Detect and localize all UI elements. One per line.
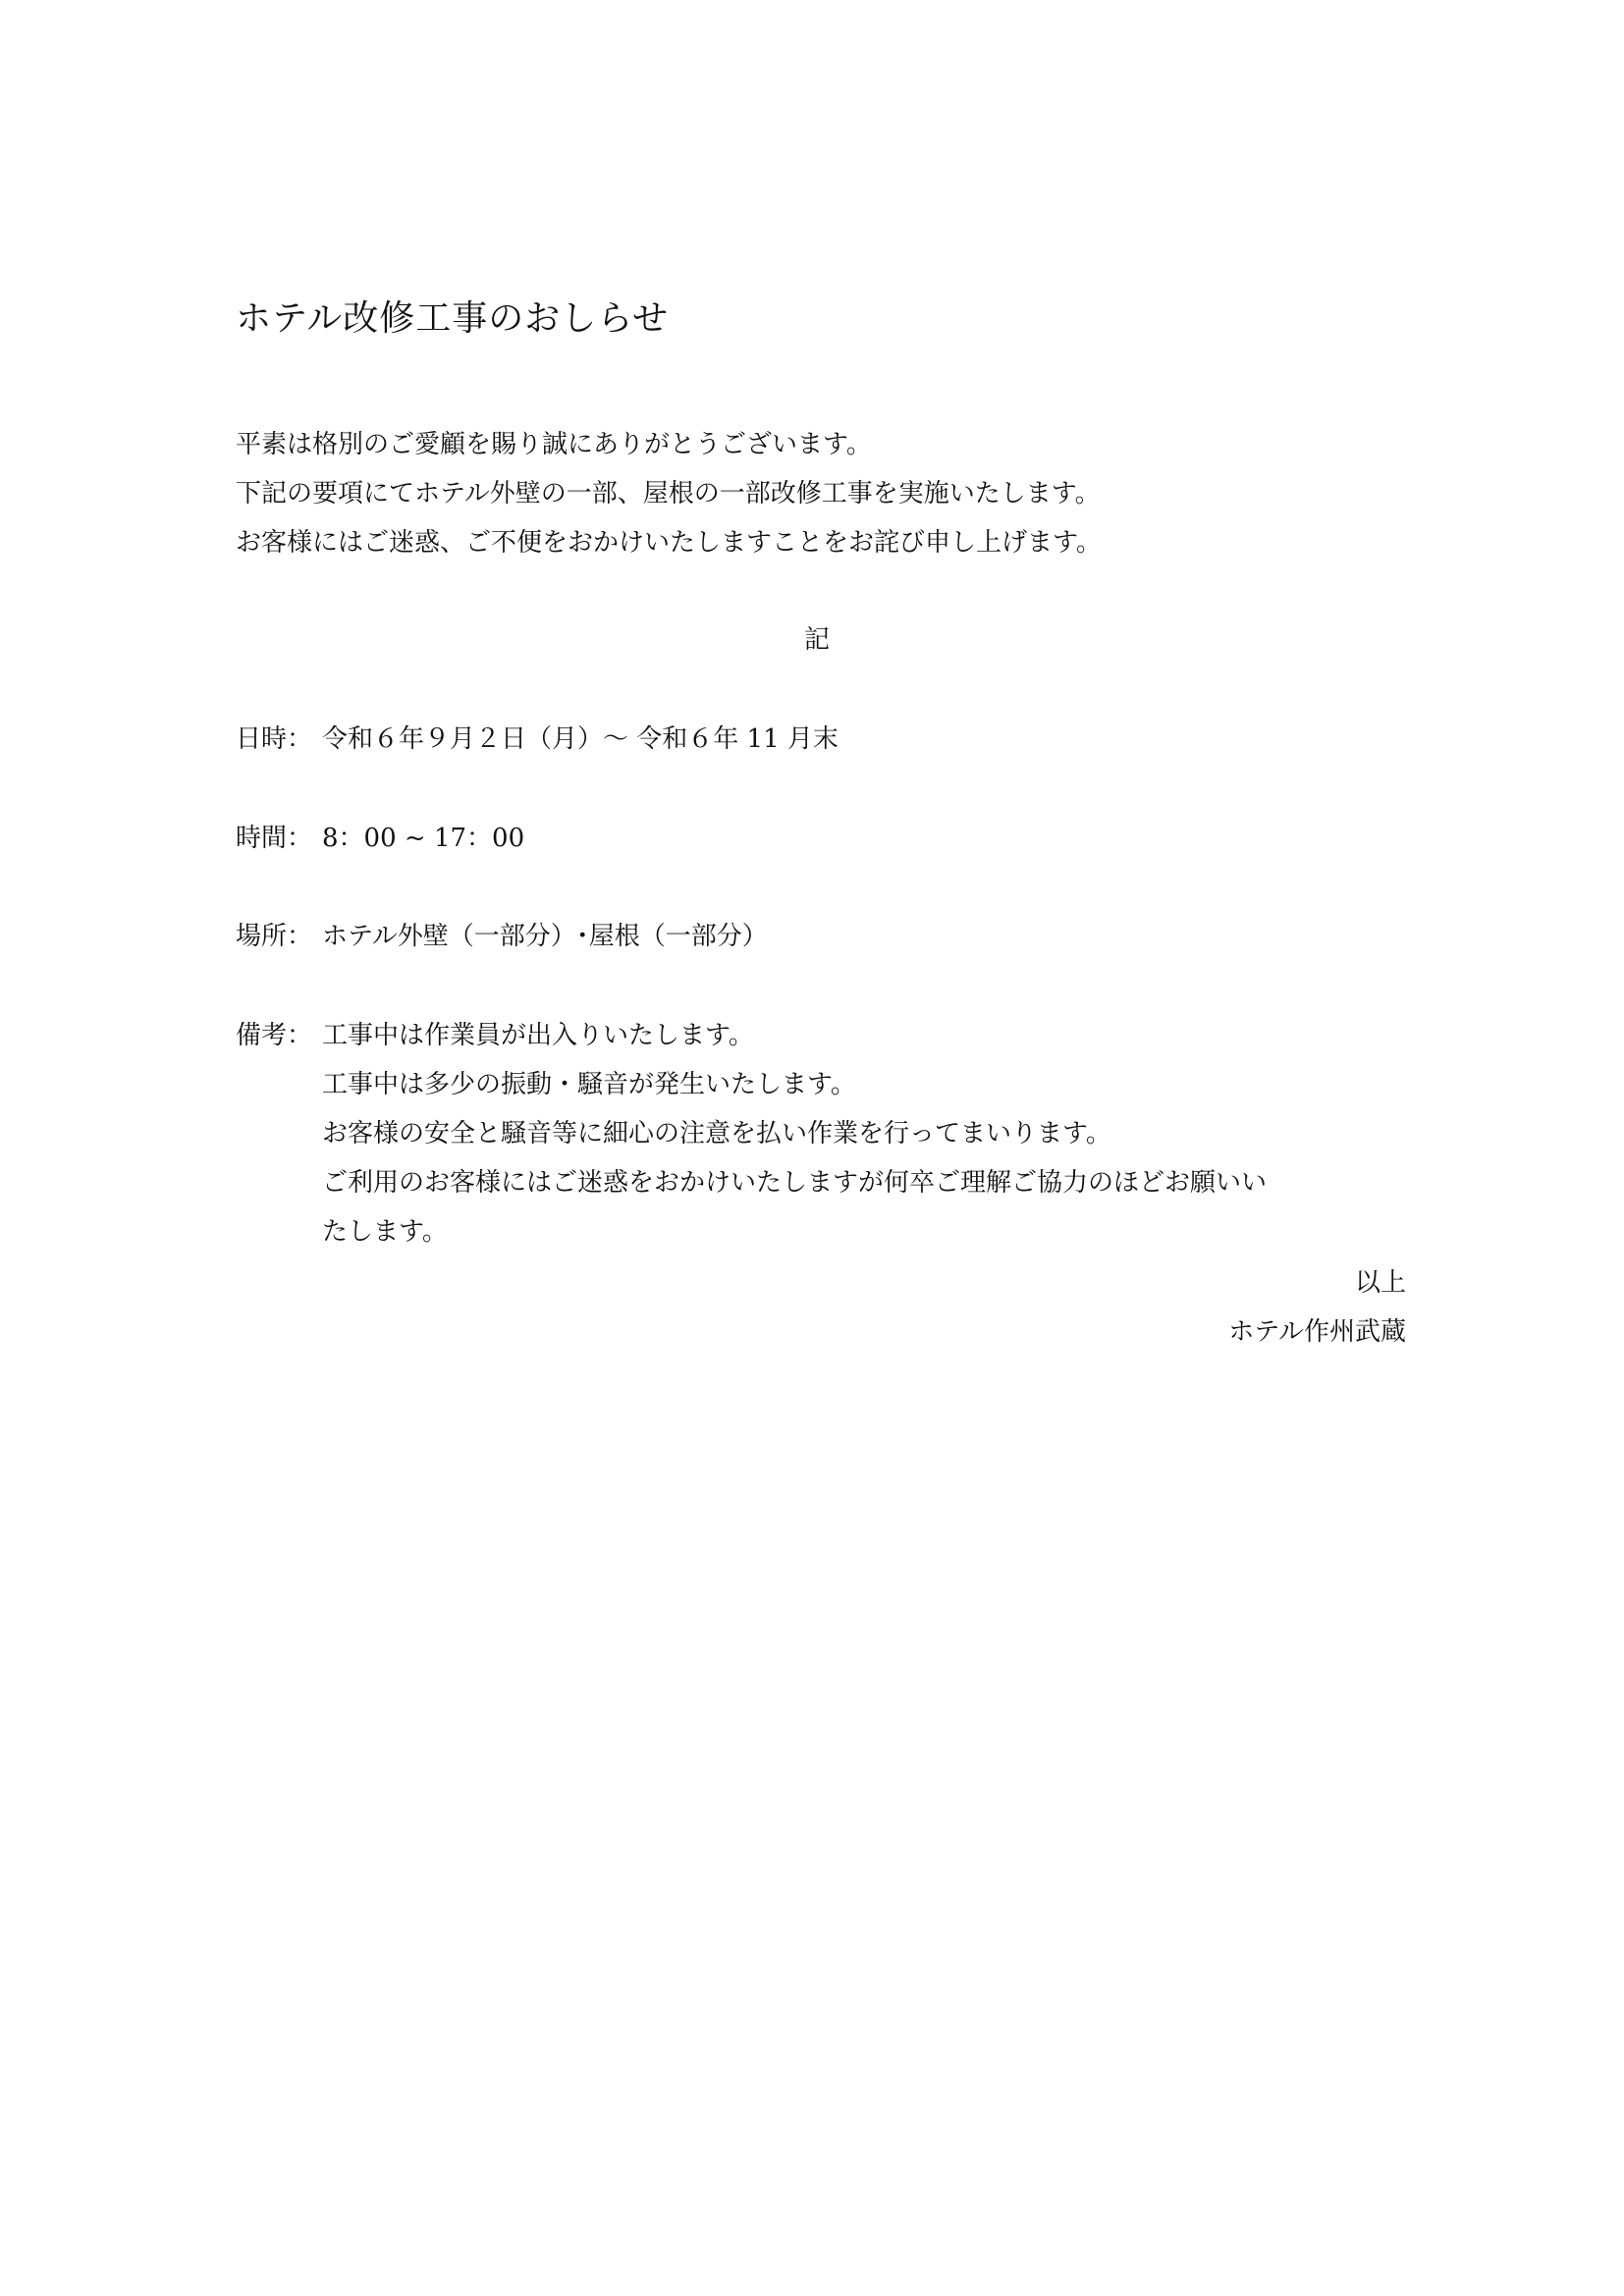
place-label: 場所：	[236, 922, 313, 951]
time-label: 時間：	[236, 824, 313, 853]
document-title: ホテル改修工事のおしらせ	[236, 298, 670, 339]
notes-line: ご利用のお客様にはご迷惑をおかけいたしますが何卒ご理解ご協力のほどお願いい	[322, 1168, 1268, 1198]
notes-line: 工事中は多少の振動・騒音が発生いたします。	[322, 1070, 856, 1099]
intro-paragraph	[236, 420, 1102, 567]
intro-line: 下記の要項にてホテル外壁の一部、屋根の一部改修工事を実施いたします。	[236, 479, 1101, 508]
closing-word: 以上	[1354, 1268, 1406, 1298]
date-value: 令和６年９月２日（月）～ 令和６年 11 月末	[322, 724, 839, 754]
intro-line: 平素は格別のご愛顧を賜り誠にありがとうございます。	[236, 430, 872, 459]
time-value: 8：00 ~ 17：00	[322, 824, 525, 853]
notes-label: 備考：	[236, 1021, 313, 1050]
place-value: ホテル外壁（一部分）･屋根（一部分）	[322, 922, 768, 951]
notes-line: たします。	[322, 1217, 448, 1247]
sender-name: ホテル作州武蔵	[1228, 1317, 1406, 1347]
time-row	[236, 814, 524, 863]
date-row	[236, 715, 839, 764]
place-row	[236, 912, 768, 961]
ki-heading: 記	[803, 625, 830, 655]
closing-block	[1228, 1258, 1406, 1357]
intro-line: お客様にはご迷惑、ご不便をおかけいたしますことをお詫び申し上げます。	[236, 528, 1102, 558]
date-label: 日時：	[236, 724, 313, 754]
notes-line: お客様の安全と騒音等に細心の注意を払い作業を行ってまいります。	[322, 1119, 1111, 1148]
notes-line: 工事中は作業員が出入りいたします。	[322, 1021, 754, 1050]
